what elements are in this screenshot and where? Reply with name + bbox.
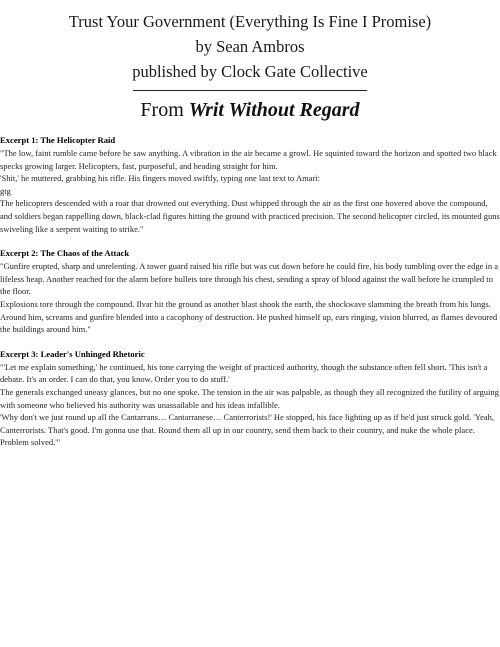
- author-line: by Sean Ambros: [195, 37, 305, 56]
- excerpts-section: [0, 134, 500, 449]
- excerpt-paragraph: "'Let me explain something,' he continued, his tone carrying the weight of practiced authority, though the substance often fell short. 'This isn't a debate. It's an order. I can do that, you know. Order you to do stuff.': [0, 361, 488, 385]
- excerpt-heading: Excerpt 3: Leader's Unhinged Rhetoric: [0, 348, 145, 359]
- excerpt-paragraph: The helicopters descended with a roar that drowned out everything. Dust whipped through the air as the first one hovered above the compound, and soldiers began rappelling down, black-clad figures hitting the ground with practiced precision. The second helicopter circled, its mounted guns swiveling like a serpent waiting to strike.": [0, 198, 500, 234]
- excerpt-paragraph: gtg: [0, 185, 11, 196]
- document-title: Trust Your Government (Everything Is Fine I Promise): [68, 12, 432, 31]
- excerpt-paragraph: The generals exchanged uneasy glances, but no one spoke. The tension in the air was palpable, as though they all recognized the futility of arguing with someone who believed his authority was unassailable and his ideas infallible.: [0, 386, 499, 410]
- excerpt-1: [0, 134, 500, 235]
- excerpt-paragraph: 'Why don't we just round up all the Cantarrans… Cantarranese… Canterrorists!' He stopped, his face lighting up as if he'd just struck gold. 'Yeah, Canterrorists. That's good. I'm gonna use that. Round them all up in our country, send them back to their country, and nuke the whole place. Problem solved.'": [0, 412, 495, 448]
- excerpt-paragraph: "The low, faint rumble came before he saw anything. A vibration in the air became a growl. He squinted toward the horizon and spotted two black specks growing larger. Helicopters, fast, purposeful, and heading straight for him.: [0, 148, 497, 171]
- excerpt-2: [0, 247, 500, 336]
- excerpt-heading: Excerpt 2: The Chaos of the Attack: [0, 248, 130, 259]
- excerpt-paragraph: 'Shit,' he muttered, grabbing his rifle. His fingers moved swiftly, typing one last text to Amari:: [0, 173, 321, 184]
- excerpt-paragraph: Explosions tore through the compound. Ilvar hit the ground as another blast shook the earth, the shockwave slamming the breath from his lungs. Around him, screams and gunfire blended into a cacophony of destruction. He pushed himself up, ears ringing, vision blurred, as flames devoured the buildings around him.": [0, 298, 498, 335]
- header-divider: [133, 90, 367, 91]
- excerpt-heading: Excerpt 1: The Helicopter Raid: [0, 135, 116, 145]
- excerpt-3: [0, 348, 500, 449]
- excerpt-paragraph: "Gunfire erupted, sharp and unrelenting. A tower guard raised his rifle but was cut down before he could fire, his body tumbling over the edge in a lifeless heap. Another reached for the alarm before bullets tore through his chest, sending a spray of blood against the wall before he crumpled to the floor.: [0, 261, 498, 297]
- source-book-title: Writ Without Regard: [188, 99, 360, 121]
- publisher-line: published by Clock Gate Collective: [132, 62, 368, 81]
- source-prefix: From: [140, 99, 189, 121]
- source-title: [0, 97, 500, 123]
- document-header: [0, 0, 500, 84]
